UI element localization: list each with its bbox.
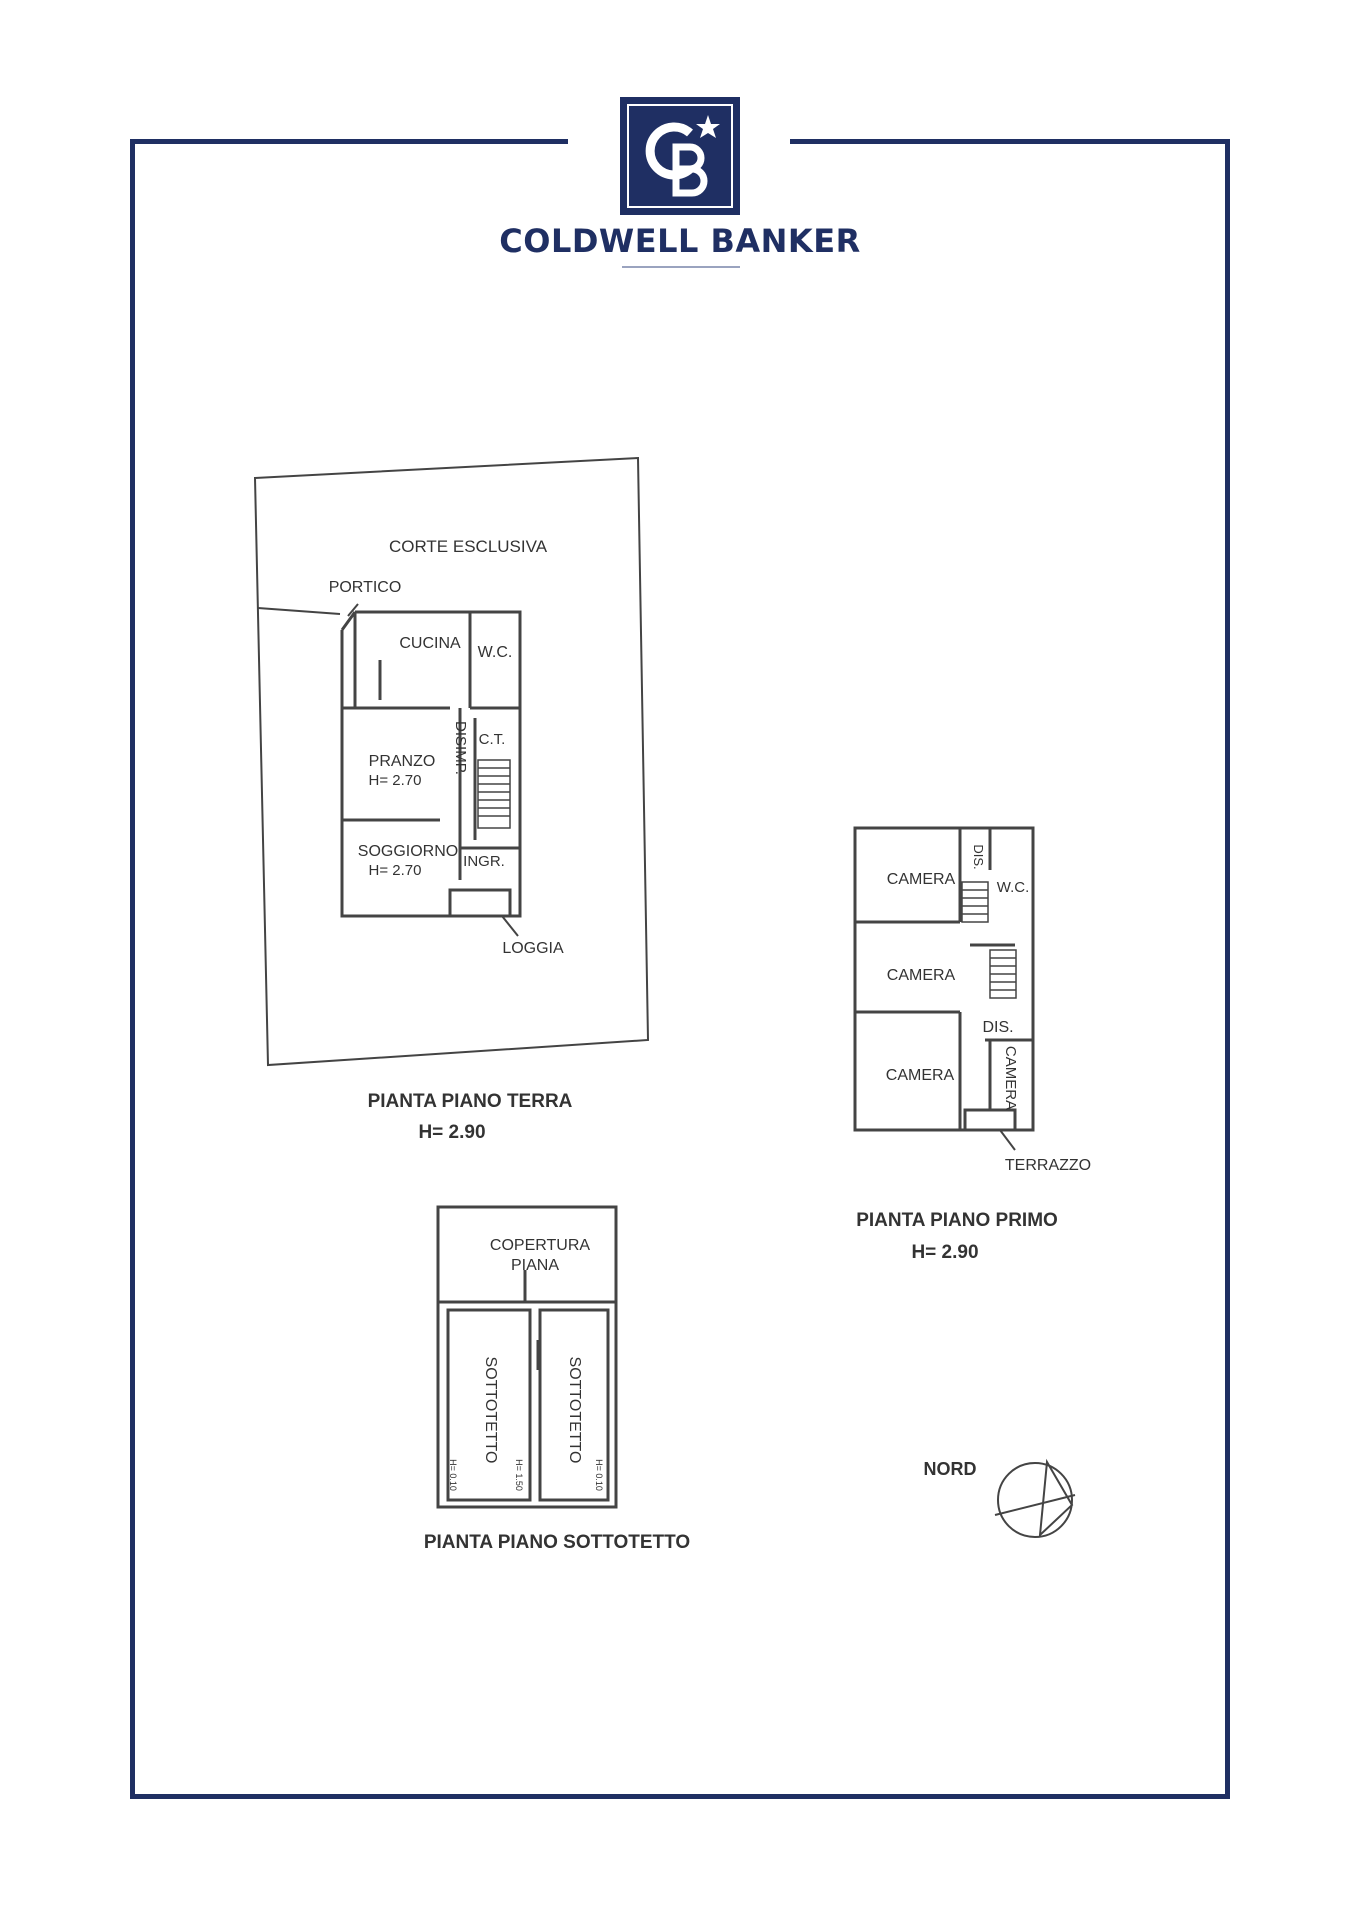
label-piana: PIANA [510,1257,560,1274]
brand-name: COLDWELL BANKER [499,222,861,260]
label-dis: DIS. [982,1019,1014,1036]
label-sottotetto-left: SOTTOTETTO [482,1356,499,1464]
label-dis-top: DIS. [971,844,986,870]
label-portico: PORTICO [328,579,402,596]
label-h-right: H= 0.10 [594,1459,604,1491]
first-stairs [962,882,1016,998]
label-terrazzo: TERRAZZO [1004,1157,1092,1174]
label-camera-3: CAMERA [885,1067,955,1084]
label-soggiorno-h: H= 2.70 [368,862,422,879]
label-copertura: COPERTURA [489,1237,591,1254]
label-h-mid: H= 1.50 [514,1459,524,1491]
label-nord: NORD [923,1459,977,1479]
label-sottotetto-right: SOTTOTETTO [566,1356,583,1464]
label-cucina: CUCINA [399,635,461,652]
ground-floor-title: PIANTA PIANO TERRA [367,1091,573,1112]
label-wc-first: W.C. [996,879,1030,896]
label-camera-2: CAMERA [886,967,956,984]
first-floor-height: H= 2.90 [911,1242,979,1263]
label-camera-4: CAMERA [1002,1045,1019,1111]
label-loggia: LOGGIA [502,940,564,957]
label-pranzo: PRANZO [368,753,436,770]
ground-stairs [478,760,510,828]
attic-title: PIANTA PIANO SOTTOTETTO [423,1532,691,1553]
compass-icon [995,1462,1075,1537]
label-wc-ground: W.C. [477,644,513,661]
label-corte: CORTE ESCLUSIVA [388,537,548,556]
label-camera-1: CAMERA [886,871,956,888]
label-pranzo-h: H= 2.70 [368,772,422,789]
label-soggiorno: SOGGIORNO [357,843,459,860]
label-ingr: INGR. [463,853,505,870]
ground-floor-height: H= 2.90 [418,1122,486,1143]
label-ct: C.T. [478,731,506,748]
label-disimp: DISIMP. [452,721,469,775]
first-floor-title: PIANTA PIANO PRIMO [856,1210,1058,1231]
label-h-left: H= 0.10 [448,1459,458,1491]
